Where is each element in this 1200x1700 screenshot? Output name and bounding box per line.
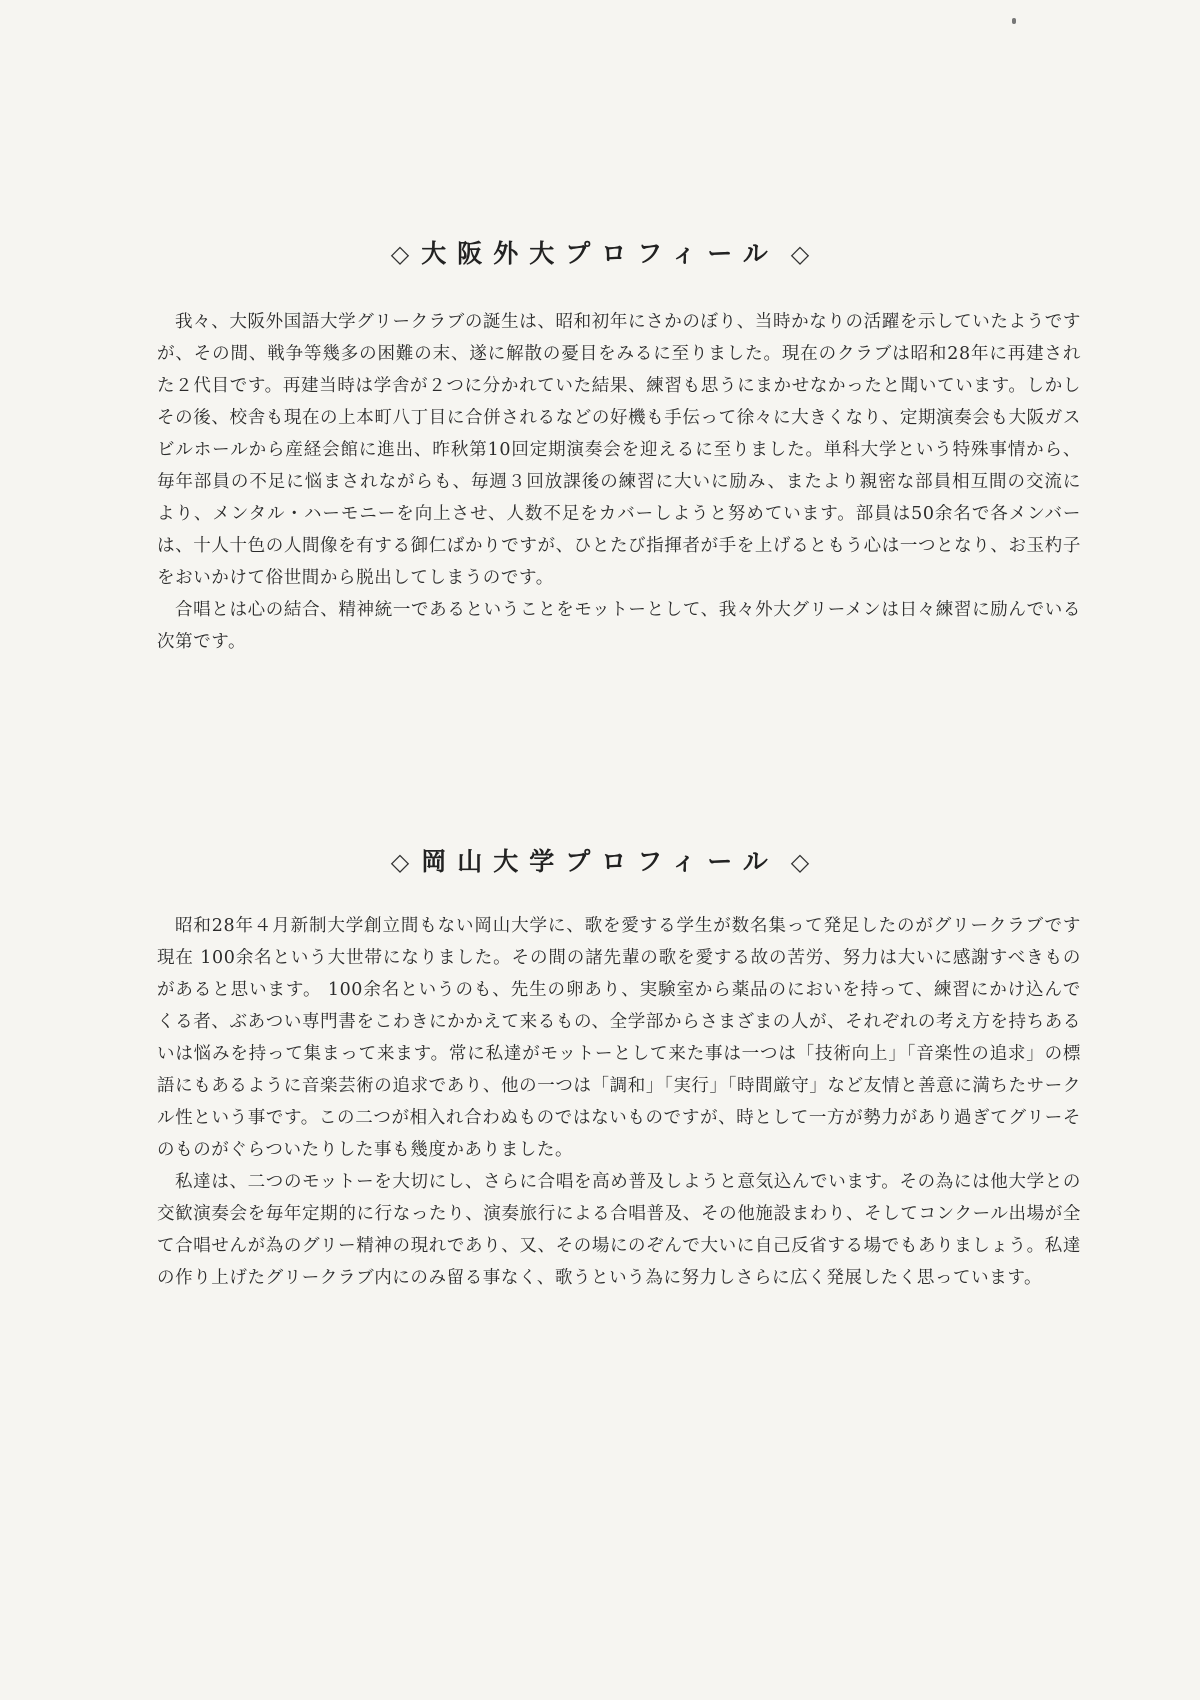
okayama-paragraph-2: 私達は、二つのモットーを大切にし、さらに合唱を高め普及しようと意気込んでいます。その為には他大学との交歓演奏会を毎年定期的に行なったり、演奏旅行による合唱普及、その他施設まわり、そしてコンクール出場が全て合唱せんが為のグリー精神の現れであり、又、その場にのぞんで大いに自己反省する場でもありましょう。私達の作り上げたグリークラブ内にのみ留る事なく、歌うという為に努力しさらに広く発展したく思っています。 — [157, 1172, 1081, 1288]
diamond-icon: ◇ — [390, 848, 410, 876]
okayama-paragraph-1: 昭和28年４月新制大学創立間もない岡山大学に、歌を愛する学生が数名集って発足したのがグリークラブです現在 100余名という大世帯になりました。その間の諸先輩の歌を愛する故の苦労、努力は大いに感謝すべきものがあると思います。 100余名というのも、先生の卵あり、実験室から薬品のにおいを持って、練習にかけ込んでくる者、ぶあつい専門書をこわきにかかえて来るもの、全学部からさまざまの人が、それぞれの考え方を持ちあるいは悩みを持って集まって来ます。常に私達がモットーとして来た事は一つは「技術向上」「音楽性の追求」の標語にもあるように音楽芸術の追求であり、他の一つは「調和」「実行」「時間厳守」など友情と善意に満ちたサークル性という事です。この二つが相入れ合わぬものではないものですが、時として一方が勢力があり過ぎてグリーそのものがぐらついたりした事も幾度かありました。 — [157, 916, 1081, 1160]
okayama-profile-body — [157, 910, 1081, 1294]
diamond-icon: ◇ — [390, 240, 410, 268]
okayama-profile-heading — [0, 844, 1200, 880]
okayama-profile-title: 岡山大学プロフィール — [421, 847, 779, 876]
page-mark — [1012, 18, 1016, 24]
osaka-paragraph-2: 合唱とは心の結合、精神統一であるということをモットーとして、我々外大グリーメンは日々練習に励んでいる次第です。 — [157, 600, 1081, 652]
diamond-icon: ◇ — [790, 240, 810, 268]
osaka-profile-section — [0, 236, 1200, 652]
osaka-profile-title: 大阪外大プロフィール — [421, 239, 779, 268]
okayama-profile-section — [0, 844, 1200, 1288]
osaka-paragraph-1: 我々、大阪外国語大学グリークラブの誕生は、昭和初年にさかのぼり、当時かなりの活躍を示していたようですが、その間、戦争等幾多の困難の末、遂に解散の憂目をみるに至りました。現在のクラブは昭和28年に再建された２代目です。再建当時は学舎が２つに分かれていた結果、練習も思うにまかせなかったと聞いています。しかしその後、校舎も現在の上本町八丁目に合併されるなどの好機も手伝って徐々に大きくなり、定期演奏会も大阪ガスビルホールから産経会館に進出、昨秋第10回定期演奏会を迎えるに至りました。単科大学という特殊事情から、毎年部員の不足に悩まされながらも、毎週３回放課後の練習に大いに励み、またより親密な部員相互間の交流により、メンタル・ハーモニーを向上させ、人数不足をカバーしようと努めています。部員は50余名で各メンバーは、十人十色の人間像を有する御仁ばかりですが、ひとたび指揮者が手を上げるともう心は一つとなり、お玉杓子をおいかけて俗世間から脱出してしまうのです。 — [157, 312, 1081, 588]
osaka-profile-heading — [0, 236, 1200, 272]
diamond-icon: ◇ — [790, 848, 810, 876]
osaka-profile-body — [157, 306, 1081, 658]
